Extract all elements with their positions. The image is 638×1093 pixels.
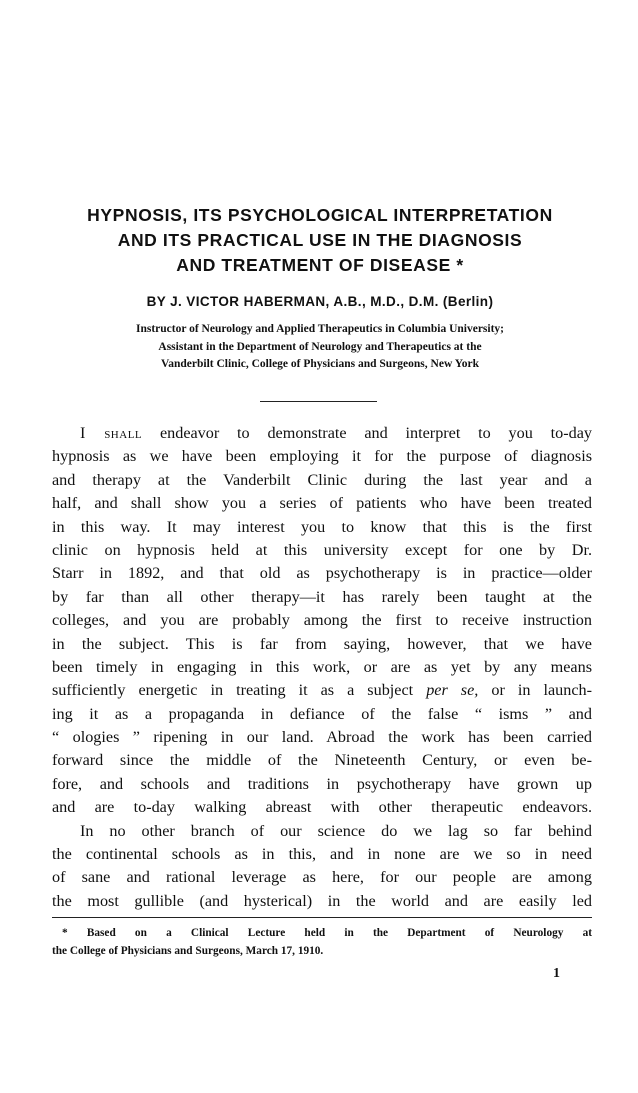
- article-title: [40, 203, 600, 278]
- body-line: fore, and schools and traditions in psychotherapy have grown up: [52, 774, 592, 793]
- page-number: 1: [553, 966, 560, 981]
- affiliation-line-1: Instructor of Neurology and Applied Therapeutics in Columbia University;: [135, 323, 505, 335]
- author-affiliation: [40, 321, 600, 374]
- body-line: I shall endeavor to demonstrate and interpret to you to-day: [80, 424, 592, 442]
- body-line: “ ologies ” ripening in our land. Abroad the work has been carried: [52, 728, 592, 747]
- body-line: by far than all other therapy—it has rarely been taught at the: [52, 587, 592, 606]
- footnote-rule: [52, 917, 592, 918]
- body-line: been timely in engaging in this work, or are as yet by any means: [52, 657, 592, 676]
- body-line: of sane and rational leverage as here, for our people are among: [52, 868, 592, 887]
- body-line: in this way. It may interest you to know that this is the first: [52, 517, 592, 536]
- footnote: [52, 924, 592, 960]
- author-byline: BY J. VICTOR HABERMAN, A.B., M.D., D.M. (Berlin): [146, 294, 494, 309]
- italic-phrase: per se,: [426, 681, 479, 700]
- body-line: colleges, and you are probably among the first to receive instruction: [52, 611, 592, 630]
- article-body: [52, 422, 592, 913]
- title-line-3: AND TREATMENT OF DISEASE *: [176, 255, 464, 275]
- body-line: hypnosis as we have been employing it for the purpose of diagnosis: [52, 447, 592, 466]
- lead-word: I shall: [80, 424, 143, 442]
- affiliation-line-3: Vanderbilt Clinic, College of Physicians and Surgeons, New York: [161, 358, 479, 370]
- footnote-line-2: the College of Physicians and Surgeons, March 17, 1910.: [52, 945, 324, 957]
- affiliation-line-2: Assistant in the Department of Neurology and Therapeutics at the: [158, 340, 482, 353]
- body-line: half, and shall show you a series of patients who have been treated: [52, 494, 592, 513]
- body-line: sufficiently energetic in treating it as a subject per se, or in launch-: [52, 681, 592, 700]
- body-line: and therapy at the Vanderbilt Clinic during the last year and a: [52, 470, 592, 489]
- title-line-1: HYPNOSIS, ITS PSYCHOLOGICAL INTERPRETATION: [87, 205, 553, 225]
- body-line: the continental schools as in this, and in none are we so in need: [52, 845, 592, 864]
- title-divider-rule: [260, 401, 377, 402]
- body-line: ing it as a propaganda in defiance of the false “ isms ” and: [52, 704, 592, 723]
- body-line: the most gullible (and hysterical) in the world and are easily led: [52, 891, 592, 910]
- body-line: Starr in 1892, and that old as psychotherapy is in practice—older: [52, 564, 592, 583]
- body-line: In no other branch of our science do we lag so far behind: [80, 821, 592, 840]
- body-line: in the subject. This is far from saying, however, that we have: [52, 634, 592, 653]
- body-line: forward since the middle of the Nineteenth Century, or even be-: [52, 751, 592, 770]
- title-line-2: AND ITS PRACTICAL USE IN THE DIAGNOSIS: [117, 230, 523, 250]
- body-line: and are to-day walking abreast with other therapeutic endeavors.: [52, 798, 592, 817]
- body-line: clinic on hypnosis held at this university except for one by Dr.: [52, 540, 592, 559]
- footnote-line-1: * Based on a Clinical Lecture held in the Department of Neurology at: [62, 927, 592, 939]
